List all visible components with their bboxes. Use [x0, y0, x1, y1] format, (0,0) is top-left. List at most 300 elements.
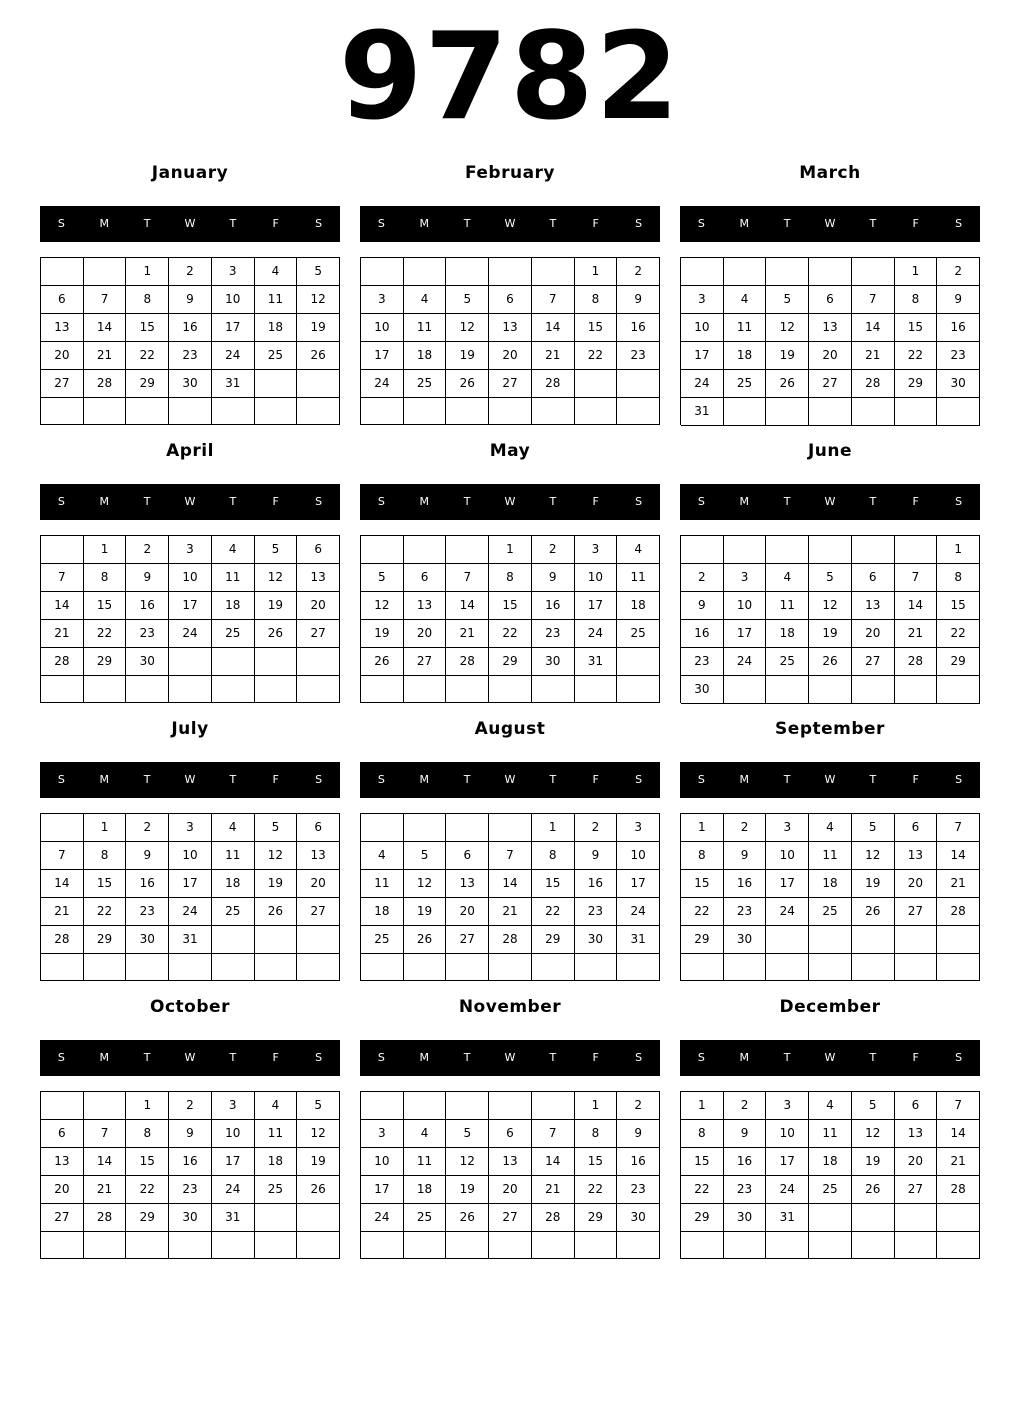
- day-cell: 7: [937, 1092, 980, 1120]
- day-cell: 12: [297, 286, 340, 314]
- day-cell: 24: [212, 342, 255, 370]
- day-cell: 18: [212, 870, 255, 898]
- day-cell: 21: [446, 620, 489, 648]
- day-cell: 20: [297, 592, 340, 620]
- day-cell: 27: [895, 1176, 938, 1204]
- day-cell: 20: [895, 1148, 938, 1176]
- day-cell: 18: [809, 1148, 852, 1176]
- day-cell: 6: [41, 1120, 84, 1148]
- empty-cell: [297, 398, 340, 425]
- empty-cell: [361, 676, 404, 703]
- day-cell: 25: [404, 1204, 447, 1232]
- day-cell: 1: [84, 814, 127, 842]
- empty-cell: [895, 1204, 938, 1232]
- weekday-header: [360, 762, 660, 798]
- day-cell: 14: [937, 1120, 980, 1148]
- weekday-label: T: [463, 1051, 471, 1064]
- day-cell: 15: [681, 870, 724, 898]
- day-cell: 11: [724, 314, 767, 342]
- day-cell: 12: [852, 1120, 895, 1148]
- day-cell: 4: [212, 536, 255, 564]
- day-cell: 5: [297, 258, 340, 286]
- day-cell: 9: [532, 564, 575, 592]
- weekday-label: M: [419, 773, 430, 786]
- day-cell: 7: [446, 564, 489, 592]
- weekday-header: [40, 762, 340, 798]
- day-cell: 22: [532, 898, 575, 926]
- day-cell: 24: [766, 898, 809, 926]
- day-cell: 5: [297, 1092, 340, 1120]
- day-cell: 4: [255, 258, 298, 286]
- day-cell: 23: [617, 342, 660, 370]
- day-cell: 23: [575, 898, 618, 926]
- day-cell: 14: [852, 314, 895, 342]
- day-cell: 27: [297, 620, 340, 648]
- day-cell: 20: [852, 620, 895, 648]
- empty-cell: [41, 1092, 84, 1120]
- weekday-label: S: [635, 1051, 643, 1064]
- day-cell: 11: [212, 564, 255, 592]
- day-cell: 12: [852, 842, 895, 870]
- empty-cell: [617, 676, 660, 703]
- day-cell: 13: [297, 842, 340, 870]
- empty-cell: [404, 536, 447, 564]
- empty-cell: [255, 954, 298, 981]
- empty-cell: [41, 676, 84, 703]
- weekday-label: T: [229, 1051, 237, 1064]
- day-grid: [680, 1091, 980, 1259]
- empty-cell: [937, 676, 980, 704]
- day-cell: 15: [895, 314, 938, 342]
- day-cell: 28: [937, 1176, 980, 1204]
- day-cell: 29: [681, 1204, 724, 1232]
- day-cell: 8: [84, 842, 127, 870]
- weekday-label: T: [143, 1051, 151, 1064]
- empty-cell: [41, 398, 84, 425]
- day-cell: 30: [169, 370, 212, 398]
- day-cell: 22: [681, 1176, 724, 1204]
- day-cell: 24: [617, 898, 660, 926]
- weekday-label: T: [463, 495, 471, 508]
- empty-cell: [489, 954, 532, 981]
- empty-cell: [489, 1092, 532, 1120]
- day-cell: 15: [84, 592, 127, 620]
- empty-cell: [126, 398, 169, 425]
- day-cell: 15: [84, 870, 127, 898]
- day-cell: 28: [937, 898, 980, 926]
- empty-cell: [84, 676, 127, 703]
- day-cell: 21: [84, 1176, 127, 1204]
- day-cell: 15: [532, 870, 575, 898]
- weekday-header: [680, 762, 980, 798]
- weekday-label: W: [824, 495, 836, 508]
- day-cell: 28: [532, 370, 575, 398]
- day-cell: 2: [532, 536, 575, 564]
- day-cell: 28: [895, 648, 938, 676]
- day-cell: 16: [575, 870, 618, 898]
- weekday-header: [360, 484, 660, 520]
- empty-cell: [404, 814, 447, 842]
- weekday-label: W: [184, 1051, 196, 1064]
- day-cell: 10: [212, 1120, 255, 1148]
- day-cell: 9: [617, 286, 660, 314]
- day-cell: 10: [617, 842, 660, 870]
- day-cell: 12: [446, 314, 489, 342]
- day-grid: [40, 535, 340, 703]
- day-cell: 20: [489, 342, 532, 370]
- year-title: 9782: [339, 8, 681, 147]
- day-cell: 3: [361, 286, 404, 314]
- day-cell: 8: [575, 286, 618, 314]
- day-cell: 1: [126, 258, 169, 286]
- empty-cell: [41, 258, 84, 286]
- day-cell: 15: [126, 314, 169, 342]
- empty-cell: [895, 398, 938, 426]
- month-title: August: [474, 719, 546, 739]
- weekday-label: S: [315, 495, 323, 508]
- day-cell: 3: [575, 536, 618, 564]
- day-cell: 8: [126, 286, 169, 314]
- day-cell: 14: [532, 314, 575, 342]
- empty-cell: [361, 398, 404, 425]
- weekday-label: M: [99, 495, 110, 508]
- weekday-header: [40, 206, 340, 242]
- day-cell: 4: [255, 1092, 298, 1120]
- day-cell: 22: [575, 1176, 618, 1204]
- weekday-label: T: [869, 217, 877, 230]
- day-cell: 11: [255, 286, 298, 314]
- day-cell: 1: [575, 258, 618, 286]
- empty-cell: [361, 954, 404, 981]
- day-cell: 16: [169, 314, 212, 342]
- day-cell: 25: [361, 926, 404, 954]
- empty-cell: [575, 954, 618, 981]
- empty-cell: [852, 258, 895, 286]
- weekday-label: W: [184, 773, 196, 786]
- day-cell: 19: [255, 870, 298, 898]
- day-cell: 12: [446, 1148, 489, 1176]
- day-cell: 3: [681, 286, 724, 314]
- empty-cell: [84, 954, 127, 981]
- weekday-label: T: [143, 495, 151, 508]
- day-cell: 20: [41, 342, 84, 370]
- day-cell: 4: [404, 1120, 447, 1148]
- day-cell: 29: [532, 926, 575, 954]
- day-cell: 28: [41, 926, 84, 954]
- empty-cell: [404, 1092, 447, 1120]
- day-cell: 8: [681, 842, 724, 870]
- empty-cell: [617, 1232, 660, 1259]
- empty-cell: [937, 926, 980, 954]
- day-cell: 6: [489, 1120, 532, 1148]
- weekday-label: M: [739, 1051, 750, 1064]
- weekday-label: S: [315, 1051, 323, 1064]
- day-grid: [680, 813, 980, 981]
- weekday-label: W: [824, 773, 836, 786]
- empty-cell: [297, 370, 340, 398]
- day-cell: 11: [212, 842, 255, 870]
- empty-cell: [681, 258, 724, 286]
- empty-cell: [255, 648, 298, 676]
- day-cell: 19: [852, 1148, 895, 1176]
- day-cell: 1: [681, 814, 724, 842]
- day-cell: 11: [809, 1120, 852, 1148]
- day-cell: 15: [575, 1148, 618, 1176]
- day-cell: 25: [617, 620, 660, 648]
- empty-cell: [446, 258, 489, 286]
- weekday-label: T: [783, 495, 791, 508]
- empty-cell: [617, 954, 660, 981]
- day-cell: 16: [169, 1148, 212, 1176]
- day-cell: 21: [489, 898, 532, 926]
- day-cell: 19: [446, 1176, 489, 1204]
- empty-cell: [489, 814, 532, 842]
- empty-cell: [766, 398, 809, 426]
- day-grid: [360, 813, 660, 981]
- weekday-label: F: [272, 217, 279, 230]
- day-cell: 2: [681, 564, 724, 592]
- day-cell: 22: [895, 342, 938, 370]
- day-cell: 17: [361, 1176, 404, 1204]
- day-cell: 16: [681, 620, 724, 648]
- day-cell: 10: [766, 842, 809, 870]
- day-cell: 28: [532, 1204, 575, 1232]
- day-cell: 24: [681, 370, 724, 398]
- weekday-label: F: [912, 217, 919, 230]
- weekday-header: [680, 484, 980, 520]
- weekday-label: S: [697, 773, 705, 786]
- day-cell: 9: [126, 564, 169, 592]
- empty-cell: [297, 676, 340, 703]
- day-cell: 11: [404, 314, 447, 342]
- day-cell: 24: [169, 620, 212, 648]
- day-cell: 7: [895, 564, 938, 592]
- day-cell: 8: [575, 1120, 618, 1148]
- day-cell: 21: [937, 870, 980, 898]
- empty-cell: [84, 1092, 127, 1120]
- empty-cell: [852, 1232, 895, 1259]
- day-cell: 30: [169, 1204, 212, 1232]
- weekday-label: S: [955, 773, 963, 786]
- weekday-label: S: [377, 217, 385, 230]
- day-cell: 23: [937, 342, 980, 370]
- day-cell: 26: [809, 648, 852, 676]
- day-cell: 6: [41, 286, 84, 314]
- day-cell: 29: [575, 1204, 618, 1232]
- day-cell: 25: [212, 898, 255, 926]
- weekday-label: M: [99, 217, 110, 230]
- day-cell: 13: [404, 592, 447, 620]
- day-cell: 1: [532, 814, 575, 842]
- day-cell: 29: [84, 926, 127, 954]
- day-cell: 27: [809, 370, 852, 398]
- weekday-header: [680, 1040, 980, 1076]
- day-cell: 17: [681, 342, 724, 370]
- day-cell: 28: [84, 1204, 127, 1232]
- day-cell: 17: [724, 620, 767, 648]
- month-title: November: [458, 997, 562, 1017]
- day-cell: 27: [446, 926, 489, 954]
- day-cell: 29: [489, 648, 532, 676]
- day-cell: 5: [852, 1092, 895, 1120]
- day-cell: 10: [361, 1148, 404, 1176]
- empty-cell: [255, 676, 298, 703]
- empty-cell: [766, 1232, 809, 1259]
- empty-cell: [724, 398, 767, 426]
- empty-cell: [575, 398, 618, 425]
- day-cell: 9: [724, 1120, 767, 1148]
- day-cell: 22: [84, 898, 127, 926]
- empty-cell: [446, 954, 489, 981]
- day-cell: 13: [895, 1120, 938, 1148]
- empty-cell: [169, 398, 212, 425]
- day-cell: 1: [681, 1092, 724, 1120]
- day-cell: 18: [212, 592, 255, 620]
- day-cell: 31: [212, 1204, 255, 1232]
- day-cell: 13: [852, 592, 895, 620]
- day-cell: 31: [169, 926, 212, 954]
- day-cell: 6: [297, 536, 340, 564]
- day-cell: 25: [724, 370, 767, 398]
- day-cell: 23: [126, 898, 169, 926]
- day-cell: 18: [766, 620, 809, 648]
- month-title: October: [150, 997, 230, 1017]
- day-cell: 7: [84, 1120, 127, 1148]
- day-cell: 14: [895, 592, 938, 620]
- empty-cell: [766, 536, 809, 564]
- day-cell: 25: [255, 1176, 298, 1204]
- day-cell: 9: [724, 842, 767, 870]
- empty-cell: [617, 370, 660, 398]
- day-cell: 16: [937, 314, 980, 342]
- day-cell: 26: [852, 898, 895, 926]
- day-cell: 22: [937, 620, 980, 648]
- empty-cell: [255, 370, 298, 398]
- day-cell: 9: [575, 842, 618, 870]
- empty-cell: [937, 398, 980, 426]
- empty-cell: [126, 954, 169, 981]
- day-cell: 16: [126, 592, 169, 620]
- day-cell: 26: [446, 370, 489, 398]
- day-cell: 25: [404, 370, 447, 398]
- day-cell: 14: [937, 842, 980, 870]
- day-cell: 13: [489, 1148, 532, 1176]
- day-cell: 7: [532, 1120, 575, 1148]
- weekday-label: M: [739, 495, 750, 508]
- weekday-label: T: [549, 773, 557, 786]
- weekday-label: M: [419, 495, 430, 508]
- day-cell: 26: [766, 370, 809, 398]
- day-cell: 27: [489, 1204, 532, 1232]
- month-title: February: [464, 163, 556, 183]
- day-cell: 20: [809, 342, 852, 370]
- empty-cell: [212, 398, 255, 425]
- day-cell: 9: [169, 1120, 212, 1148]
- day-cell: 4: [809, 814, 852, 842]
- day-cell: 10: [361, 314, 404, 342]
- day-cell: 12: [766, 314, 809, 342]
- day-cell: 17: [575, 592, 618, 620]
- day-cell: 10: [575, 564, 618, 592]
- day-grid: [40, 1091, 340, 1259]
- day-cell: 26: [852, 1176, 895, 1204]
- day-cell: 4: [766, 564, 809, 592]
- day-cell: 14: [84, 1148, 127, 1176]
- empty-cell: [724, 954, 767, 981]
- weekday-label: S: [955, 495, 963, 508]
- empty-cell: [446, 814, 489, 842]
- day-cell: 17: [169, 870, 212, 898]
- day-cell: 21: [41, 620, 84, 648]
- day-grid: [360, 257, 660, 425]
- day-cell: 27: [895, 898, 938, 926]
- month-title: June: [807, 441, 853, 461]
- day-cell: 24: [361, 1204, 404, 1232]
- day-cell: 8: [84, 564, 127, 592]
- day-cell: 19: [766, 342, 809, 370]
- day-cell: 30: [126, 648, 169, 676]
- empty-cell: [404, 954, 447, 981]
- day-cell: 6: [895, 814, 938, 842]
- day-cell: 2: [617, 258, 660, 286]
- weekday-label: W: [824, 217, 836, 230]
- empty-cell: [895, 1232, 938, 1259]
- day-cell: 12: [809, 592, 852, 620]
- empty-cell: [937, 954, 980, 981]
- weekday-label: T: [783, 217, 791, 230]
- day-cell: 28: [84, 370, 127, 398]
- empty-cell: [297, 1232, 340, 1259]
- empty-cell: [255, 1204, 298, 1232]
- day-grid: [360, 1091, 660, 1259]
- empty-cell: [404, 676, 447, 703]
- empty-cell: [404, 398, 447, 425]
- empty-cell: [724, 676, 767, 704]
- day-cell: 9: [617, 1120, 660, 1148]
- day-cell: 16: [617, 1148, 660, 1176]
- weekday-label: S: [635, 495, 643, 508]
- weekday-label: T: [463, 773, 471, 786]
- day-cell: 2: [169, 1092, 212, 1120]
- empty-cell: [41, 1232, 84, 1259]
- day-cell: 6: [809, 286, 852, 314]
- day-cell: 28: [489, 926, 532, 954]
- empty-cell: [852, 1204, 895, 1232]
- day-cell: 20: [404, 620, 447, 648]
- weekday-label: M: [739, 217, 750, 230]
- empty-cell: [361, 1232, 404, 1259]
- day-cell: 14: [84, 314, 127, 342]
- day-cell: 14: [41, 592, 84, 620]
- weekday-label: S: [57, 495, 65, 508]
- day-cell: 8: [126, 1120, 169, 1148]
- day-cell: 30: [724, 926, 767, 954]
- day-cell: 3: [169, 814, 212, 842]
- day-cell: 4: [617, 536, 660, 564]
- empty-cell: [575, 1232, 618, 1259]
- day-cell: 21: [852, 342, 895, 370]
- weekday-label: T: [783, 1051, 791, 1064]
- day-cell: 15: [126, 1148, 169, 1176]
- empty-cell: [852, 536, 895, 564]
- day-grid: [40, 257, 340, 425]
- day-cell: 21: [532, 342, 575, 370]
- day-cell: 5: [361, 564, 404, 592]
- day-cell: 17: [212, 314, 255, 342]
- weekday-label: M: [99, 1051, 110, 1064]
- weekday-label: T: [549, 1051, 557, 1064]
- day-cell: 26: [297, 342, 340, 370]
